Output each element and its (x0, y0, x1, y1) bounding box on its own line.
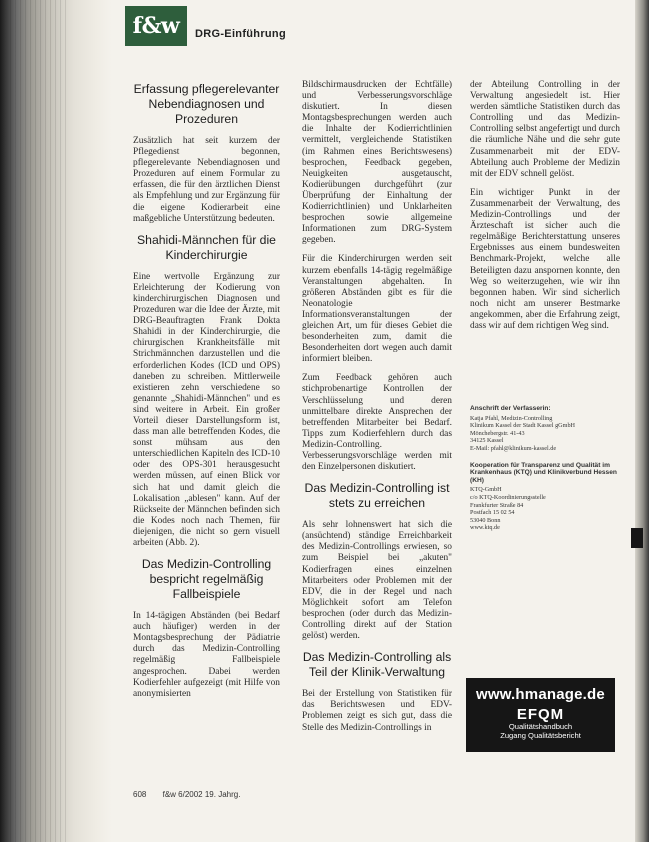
author-line: E-Mail: pfahl@klinikum-kassel.de (470, 444, 557, 452)
paragraph-pflege: Zusätzlich hat seit kurzem der Pflegedienst begonnen, pflegerelevante Nebendiagnosen und Prozeduren auf einem Formular zu erfassen, die für den ärztlichen Dienst als Empfehlung und zur Ergänzung für die eigene Kodierarbeit eine maßgebliche Unterstützung bedeuten. (133, 136, 280, 224)
page-number: 608 (133, 790, 147, 799)
fw-logo: f&w (125, 6, 187, 46)
column-left (133, 82, 280, 708)
heading-shahidi: Shahidi-Männchen für die Kinderchirurgie (137, 232, 276, 262)
efqm-logo: EFQM (516, 706, 565, 723)
paragraph-abteilung: der Abteilung Controlling in der Verwaltung angesiedelt ist. Hier werden sämtliche Statistiken durch das Controlling und das Medizin-Controlling selbst angefertigt und durch die räumliche Nähe und die sehr gute Zusammenarbeit mit der EDV-Abteilung auch Probleme der Medizin mit der EDV schnell gelöst. (470, 80, 620, 179)
org-line: c/o KTQ-Koordinierungsstelle (470, 493, 546, 501)
org-address (470, 462, 622, 532)
ad-line: Qualitätshandbuch (508, 722, 573, 731)
paragraph-bildschirm: Bildschirmausdrucken der Echtfälle) und Verbesserungsvorschläge diskutiert. In diesen Montagsbesprechungen werden auch die Inhalte der Kodierrichtlinien vermittelt, vergleichende Statistiken (im Rahmen eines Berichtswesens) besprochen, Feedback gegeben, Neuigkeiten ausgetauscht, Kodierübungen durchgeführt (zur Überprüfung der Einhaltung der Kodierrichtlinien) und Unklarheiten besprochen sowie allgemeine Informationen zum DRG-System gegeben. (302, 80, 452, 246)
column-right (470, 80, 620, 340)
page-footer (133, 790, 254, 799)
paragraph-erreichbar: Als sehr lohnenswert hat sich die (ansüchtend) ständige Erreichbarkeit des Medizin-Controllings erwiesen, so zum Beispiel bei „akuten" Kodierfragen eines einzelnen Mitarbeiters oder Problemen mit der EDV, die in der Regel und nach Möglichkeit sofort am Telefon besprochen (oder durch das Medizin-Controlling direkt auf der Station gelöst) werden. (302, 520, 452, 642)
right-page-edge (635, 0, 649, 842)
author-line: Klinikum Kassel der Stadt Kassel gGmbH (470, 422, 576, 430)
address-box (470, 405, 622, 541)
author-line: Katja Pfahl, Medizin-Controlling (470, 414, 553, 422)
heading-pflege: Erfassung pflegerelevanter Nebendiagnosen und Prozeduren (133, 82, 280, 126)
author-line: Mönchebergstr. 41-43 (470, 429, 525, 437)
org-line: Postfach 15 02 54 (470, 509, 515, 517)
author-heading: Anschrift der Verfasserin: (470, 405, 551, 412)
paragraph-feedback: Zum Feedback gehören auch stichprobenartige Kontrollen der Verschlüsselung und deren unmittelbare direkte Ansprechen der betreffenden Mitarbeiter bei Bedarf. Tipps zum Kodierfehlern durch das Medizin-Controlling. Verbesserungsvorschläge werden mit den Einzelpersonen diskutiert. (302, 373, 452, 473)
paragraph-benchmark: Ein wichtiger Punkt in der Zusammenarbeit der Verwaltung, des Medizin-Controllings und der Ärzteschaft ist sicher auch die regelmäßige Berichterstattung unseres Ergebnisses aus einem bundesweiten Benchmark-Projekt, welche alle Beteiligten dazu anspornen konnte, den Weg so weiterzugehen, wie wir ihn begonnen haben. Wir sind sicherlich noch nicht am unserer Bestmarke angekommen, aber die Erfahrung zeigt, dass wir auf dem richtigen Weg sind. (470, 187, 620, 331)
org-line: Frankfurter Straße 84 (470, 501, 524, 509)
advertisement-box[interactable] (466, 678, 615, 752)
spine-page-edges (10, 0, 70, 842)
org-line: www.ktq.de (470, 524, 500, 532)
margin-marker (631, 528, 643, 548)
org-line: KTQ-GmbH (470, 486, 502, 494)
paragraph-shahidi: Eine wertvolle Ergänzung zur Erleichterung der Kodierung von kinderchirurgischen Diagnosen und Prozeduren war die Idee der Ärzte, mit DRG-Beauftragten Frank Dokta Shahidi in der Kinderchirurgie, die chirurgischen Krankheitsfälle mit Strichmännchen darzustellen und die erforderlichen Kodes (ICD und OPS) daneben zu schreiben. Mittlerweile existieren zehn verschiedene so genannte „Shahidi-Männchen" und es sind weitere in Arbeit. Ein großer Vorteil dieser Darstellungsform ist, dass man alle betreffenden Kodes, die sonst mühsam aus den unterschiedlichen Kapiteln des ICD-10 oder des OPS-301 herausgesucht werden müssen, auf einen Blick vor sich hat und damit gleich die Lokalisation „ablesen" kann. Auf der Rückseite der Männchen befinden sich die Kodes noch nach Themen, für diejenigen, die nicht so gern visuell arbeiten (Abb. 2). (133, 271, 280, 548)
author-line: 34125 Kassel (470, 437, 504, 445)
org-heading: Kooperation für Transparenz und Qualität im Krankenhaus (KTQ) und Klinikverbund Hessen (KH) (470, 461, 617, 484)
author-address (470, 405, 622, 453)
paragraph-kinderchirurgen: Für die Kinderchirurgen werden seit kurzem ebenfalls 14-tägig regelmäßige Veranstaltungen abgehalten. In größeren Abständen gibt es für die Neonatologie Informationsveranstaltungen der gleichen Art, um für dieses Gebiet die besonderheiten zum, damit die Besonderheiten dort wegen auch damit informiert bleiben. (302, 254, 452, 365)
ad-url[interactable]: www.hmanage.de (476, 686, 605, 703)
heading-verwaltung: Das Medizin-Controlling als Teil der Klinik-Verwaltung (302, 650, 452, 680)
heading-erreichbar: Das Medizin-Controlling ist stets zu erreichen (304, 481, 450, 511)
paragraph-fallbeispiele: In 14-tägigen Abständen (bei Bedarf auch häufiger) werden in der Montagsbesprechung der Pädiatrie durch das Medizin-Controlling regelmäßig Fallbeispiele angesprochen. Dabei werden Kodierfehler aufgezeigt (mit Hilfe von anonymisierten (133, 611, 280, 699)
ad-line: Zugang Qualitätsbericht (500, 731, 581, 740)
issue-info: f&w 6/2002 19. Jahrg. (162, 790, 241, 799)
paragraph-verwaltung: Bei der Erstellung von Statistiken für das Berichtswesen und EDV-Problemen zeigt es sich gut, dass die Stelle des Medizin-Controllings in (302, 689, 452, 733)
heading-fallbeispiele: Das Medizin-Controlling bespricht regelmäßig Fallbeispiele (141, 557, 272, 602)
section-label: DRG-Einführung (195, 28, 286, 40)
org-line: 53040 Bonn (470, 516, 501, 524)
column-middle (302, 80, 452, 742)
